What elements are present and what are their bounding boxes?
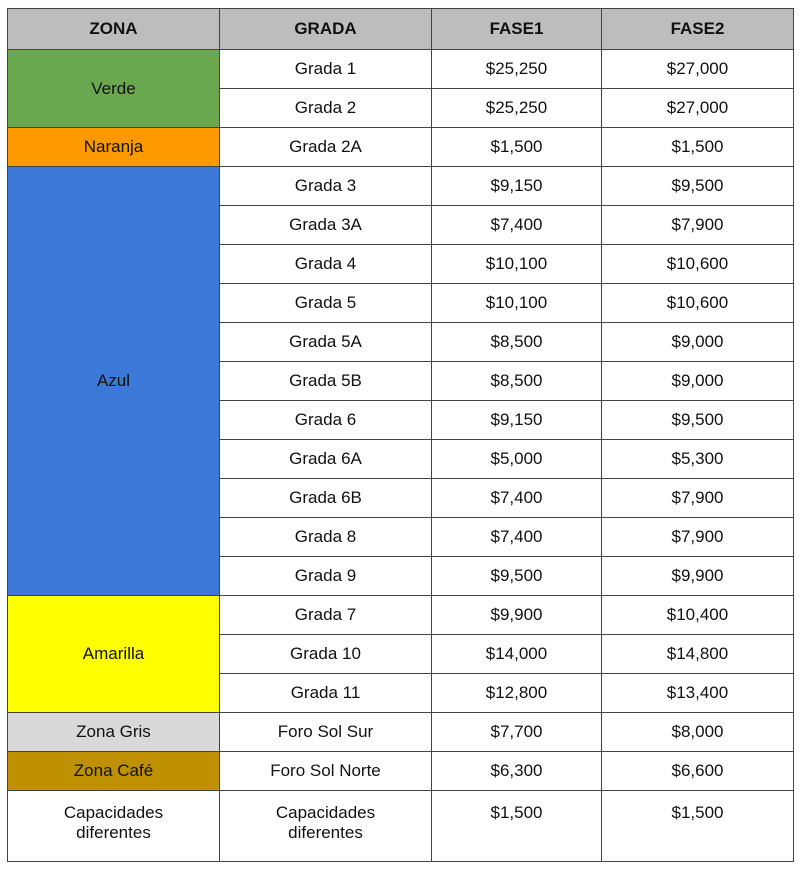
fase2-cell: $9,000 <box>602 323 794 362</box>
grada-cell: Grada 11 <box>220 674 432 713</box>
fase2-cell: $27,000 <box>602 50 794 89</box>
fase1-cell: $7,400 <box>432 518 602 557</box>
grada-cell: Grada 5 <box>220 284 432 323</box>
fase1-cell: $9,150 <box>432 167 602 206</box>
zone-cell-azul: Azul <box>8 167 220 596</box>
grada-cell: Foro Sol Norte <box>220 752 432 791</box>
grada-cell: Grada 5B <box>220 362 432 401</box>
fase1-cell: $10,100 <box>432 284 602 323</box>
fase2-cell: $7,900 <box>602 479 794 518</box>
header-zona: ZONA <box>8 9 220 50</box>
table-row <box>8 752 794 791</box>
fase1-cell: $9,900 <box>432 596 602 635</box>
fase2-cell: $10,600 <box>602 245 794 284</box>
fase2-cell: $1,500 <box>602 791 794 862</box>
fase1-cell: $5,000 <box>432 440 602 479</box>
fase2-cell: $13,400 <box>602 674 794 713</box>
grada-cell: Grada 2 <box>220 89 432 128</box>
fase2-cell: $5,300 <box>602 440 794 479</box>
fase1-cell: $1,500 <box>432 791 602 862</box>
table-row <box>8 128 794 167</box>
grada-cell: Grada 5A <box>220 323 432 362</box>
grada-cell: Grada 6 <box>220 401 432 440</box>
fase2-cell: $10,400 <box>602 596 794 635</box>
zone-cell-naranja: Naranja <box>8 128 220 167</box>
zone-cell-amarilla: Amarilla <box>8 596 220 713</box>
table-row <box>8 791 794 862</box>
grada-cell: Grada 6A <box>220 440 432 479</box>
fase1-cell: $25,250 <box>432 89 602 128</box>
grada-cell: Foro Sol Sur <box>220 713 432 752</box>
zone-cell-verde: Verde <box>8 50 220 128</box>
fase1-cell: $8,500 <box>432 362 602 401</box>
fase1-cell: $7,400 <box>432 479 602 518</box>
fase2-cell: $7,900 <box>602 518 794 557</box>
header-grada: GRADA <box>220 9 432 50</box>
fase1-cell: $10,100 <box>432 245 602 284</box>
grada-cell: Grada 4 <box>220 245 432 284</box>
grada-cell: Grada 8 <box>220 518 432 557</box>
header-fase2: FASE2 <box>602 9 794 50</box>
price-table <box>7 8 794 862</box>
grada-cell: Grada 1 <box>220 50 432 89</box>
fase2-cell: $9,500 <box>602 401 794 440</box>
fase1-cell: $1,500 <box>432 128 602 167</box>
fase1-cell: $8,500 <box>432 323 602 362</box>
fase2-cell: $27,000 <box>602 89 794 128</box>
grada-cell: Capacidades diferentes <box>220 791 432 862</box>
grada-cell: Grada 2A <box>220 128 432 167</box>
fase2-cell: $6,600 <box>602 752 794 791</box>
fase1-cell: $9,500 <box>432 557 602 596</box>
fase2-cell: $7,900 <box>602 206 794 245</box>
fase1-cell: $7,400 <box>432 206 602 245</box>
header-row <box>8 9 794 50</box>
fase1-cell: $7,700 <box>432 713 602 752</box>
zone-cell-cafe: Zona Café <box>8 752 220 791</box>
grada-cell: Grada 6B <box>220 479 432 518</box>
fase2-cell: $9,900 <box>602 557 794 596</box>
grada-cell: Grada 10 <box>220 635 432 674</box>
fase1-cell: $6,300 <box>432 752 602 791</box>
zone-cell-capacidades: Capacidades diferentes <box>8 791 220 862</box>
fase1-cell: $9,150 <box>432 401 602 440</box>
grada-cell: Grada 9 <box>220 557 432 596</box>
zone-cell-gris: Zona Gris <box>8 713 220 752</box>
fase1-cell: $12,800 <box>432 674 602 713</box>
fase2-cell: $9,500 <box>602 167 794 206</box>
table-row <box>8 713 794 752</box>
grada-cell: Grada 3 <box>220 167 432 206</box>
header-fase1: FASE1 <box>432 9 602 50</box>
fase1-cell: $14,000 <box>432 635 602 674</box>
fase2-cell: $8,000 <box>602 713 794 752</box>
fase1-cell: $25,250 <box>432 50 602 89</box>
table-row <box>8 596 794 635</box>
grada-cell: Grada 7 <box>220 596 432 635</box>
table-row <box>8 167 794 206</box>
fase2-cell: $1,500 <box>602 128 794 167</box>
table-row <box>8 50 794 89</box>
fase2-cell: $10,600 <box>602 284 794 323</box>
fase2-cell: $9,000 <box>602 362 794 401</box>
grada-cell: Grada 3A <box>220 206 432 245</box>
fase2-cell: $14,800 <box>602 635 794 674</box>
